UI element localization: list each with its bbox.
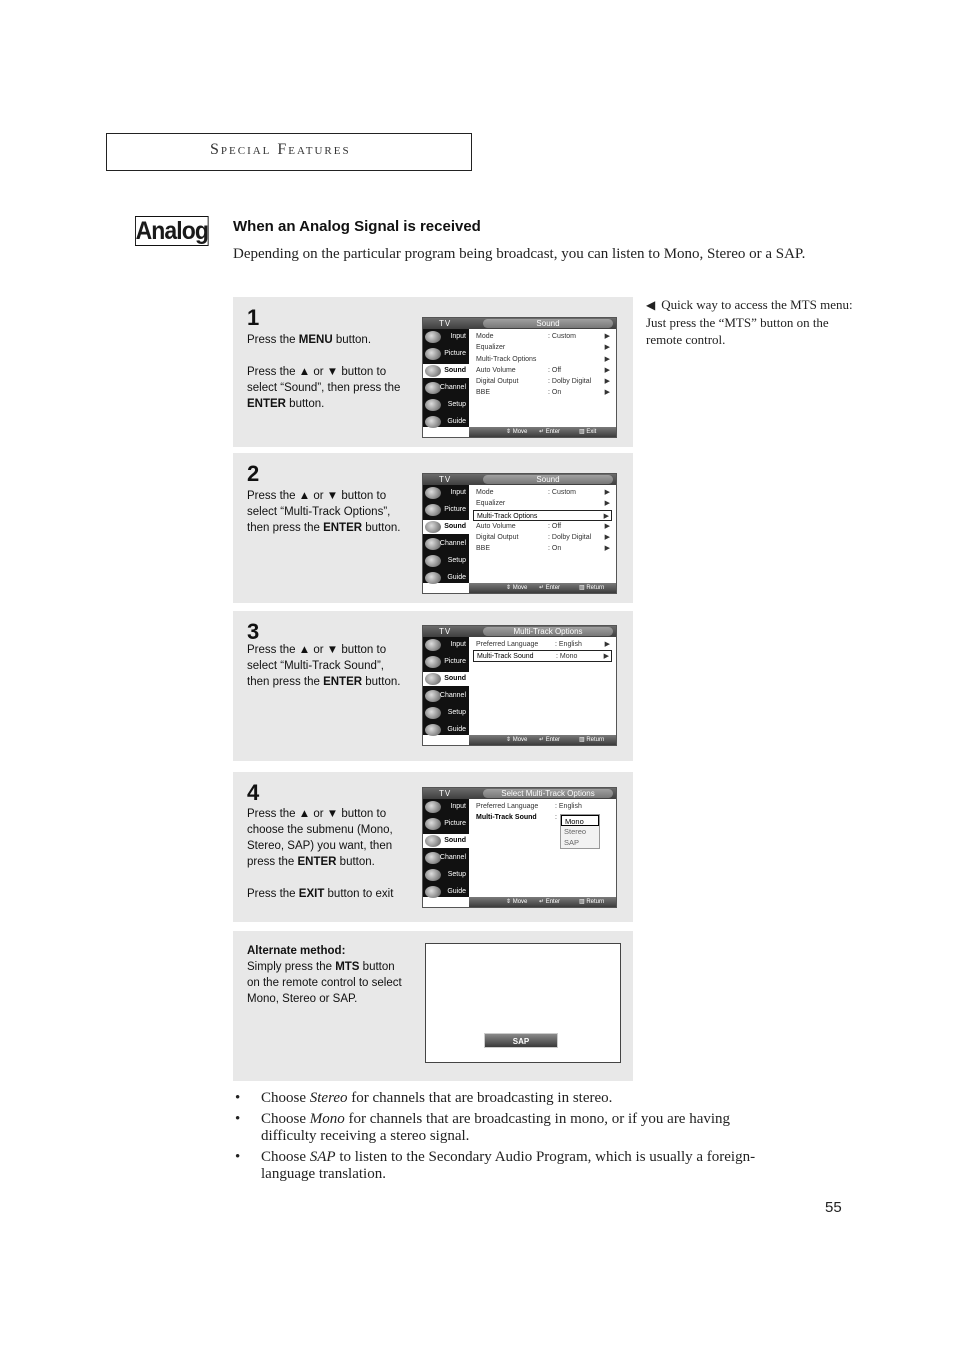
sound-icon bbox=[425, 673, 441, 685]
option-mono[interactable]: Mono bbox=[561, 815, 599, 826]
menu-title: Select Multi-Track Options bbox=[483, 789, 613, 798]
arrow-right-icon: ▶ bbox=[603, 653, 609, 661]
tv-sidebar bbox=[423, 637, 469, 735]
channel-icon bbox=[425, 690, 441, 702]
sidebar-item-channel[interactable]: Channel bbox=[423, 689, 469, 703]
list-item: • Choose SAP to listen to the Secondary Audio Program, which is usually a foreign-language translation. bbox=[235, 1149, 756, 1182]
sidebar-item-sound[interactable]: Sound bbox=[423, 520, 469, 534]
sidebar-item-channel[interactable]: Channel bbox=[423, 537, 469, 551]
menu-row[interactable]: Mode : Custom ▶ bbox=[476, 489, 610, 496]
sidebar-item-picture[interactable]: Picture bbox=[423, 347, 469, 361]
tv-sidebar bbox=[423, 329, 469, 427]
menu-row[interactable]: Auto Volume : Off ▶ bbox=[476, 366, 610, 374]
sap-indicator: SAP bbox=[484, 1033, 558, 1048]
setup-icon bbox=[425, 555, 441, 567]
move-hint: ⇕ Move bbox=[506, 737, 528, 743]
step-number: 4 bbox=[247, 780, 260, 805]
menu-row[interactable]: BBE : On ▶ bbox=[476, 545, 610, 553]
sidebar-item-input[interactable]: Input bbox=[423, 330, 469, 344]
tv-menu-screen bbox=[422, 787, 617, 908]
menu-row[interactable]: Digital Output : Dolby Digital ▶ bbox=[476, 378, 610, 386]
menu-list bbox=[473, 487, 612, 555]
guide-icon bbox=[425, 724, 441, 736]
step-number: 3 bbox=[247, 619, 260, 644]
arrow-left-icon: ◀ bbox=[646, 298, 656, 312]
arrow-right-icon: ▶ bbox=[604, 545, 610, 553]
tv-menu-screen bbox=[422, 473, 617, 594]
menu-row[interactable]: Auto Volume : Off ▶ bbox=[476, 522, 610, 530]
channel-icon bbox=[425, 382, 441, 394]
arrow-right-icon: ▶ bbox=[604, 355, 610, 363]
arrow-right-icon: ▶ bbox=[603, 512, 609, 520]
step-number: 2 bbox=[247, 461, 260, 486]
step-instructions: Press the ▲ or ▼ button to choose the submenu (Mono, Stereo, SAP) you want, then press the ENTER button. Press the EXIT button to exit bbox=[247, 808, 394, 900]
move-hint: ⇕ Move bbox=[506, 899, 528, 905]
step-instructions: Press the ▲ or ▼ button to select “Multi-Track Options”, then press the ENTER button. bbox=[247, 490, 401, 534]
return-hint: ▥ Return bbox=[579, 585, 605, 591]
setup-icon bbox=[425, 707, 441, 719]
step-number: 1 bbox=[247, 305, 260, 330]
menu-row-selected[interactable]: Multi-Track Options ▶ bbox=[473, 510, 612, 521]
alternate-title: Alternate method: bbox=[247, 945, 346, 957]
arrow-right-icon: ▶ bbox=[604, 389, 610, 397]
sidebar-item-picture[interactable]: Picture bbox=[423, 817, 469, 831]
exit-hint: ▥ Exit bbox=[579, 429, 597, 435]
bullet-list bbox=[233, 1090, 773, 1187]
sound-icon bbox=[425, 835, 441, 847]
input-icon bbox=[425, 801, 441, 813]
intro-paragraph: Depending on the particular program being broadcast, you can listen to Mono, Stereo or a SAP. bbox=[233, 246, 806, 262]
picture-icon bbox=[425, 348, 441, 360]
alternate-method-panel bbox=[233, 931, 633, 1081]
tv-sidebar bbox=[423, 799, 469, 897]
tv-menu-screen bbox=[422, 625, 617, 746]
menu-row[interactable]: Equalizer ▶ bbox=[476, 500, 610, 508]
section-title: Special Features bbox=[210, 141, 351, 158]
tv-header bbox=[423, 626, 616, 637]
guide-icon bbox=[425, 572, 441, 584]
enter-hint: ↵ Enter bbox=[539, 899, 561, 905]
tv-menu-screen bbox=[422, 317, 617, 438]
option-stereo[interactable]: Stereo bbox=[564, 827, 587, 836]
option-list bbox=[560, 814, 600, 849]
tv-label: TV bbox=[439, 319, 452, 328]
arrow-right-icon: ▶ bbox=[604, 344, 610, 352]
sidebar-item-setup[interactable]: Setup bbox=[423, 706, 469, 720]
step-1-panel bbox=[233, 297, 633, 447]
tv-label: TV bbox=[439, 475, 452, 484]
menu-row-selected[interactable]: Multi-Track Sound : Mono ▶ bbox=[473, 650, 612, 661]
sidebar-item-setup[interactable]: Setup bbox=[423, 554, 469, 568]
picture-icon bbox=[425, 656, 441, 668]
arrow-right-icon: ▶ bbox=[604, 522, 610, 530]
guide-icon bbox=[425, 416, 441, 428]
enter-hint: ↵ Enter bbox=[539, 585, 561, 591]
tv-sidebar bbox=[423, 485, 469, 583]
sidebar-item-channel[interactable]: Channel bbox=[423, 381, 469, 395]
tv-label: TV bbox=[439, 789, 452, 798]
tv-footer bbox=[469, 427, 616, 437]
return-hint: ▥ Return bbox=[579, 899, 605, 905]
side-note: ◀ Quick way to access the MTS menu: Just press the “MTS” button on the remote control. bbox=[646, 297, 853, 347]
menu-row[interactable]: BBE : On ▶ bbox=[476, 389, 610, 397]
input-icon bbox=[425, 639, 441, 651]
enter-hint: ↵ Enter bbox=[539, 429, 561, 435]
sidebar-item-guide[interactable]: Guide bbox=[423, 723, 469, 737]
menu-row[interactable]: Multi-Track Options ▶ bbox=[476, 355, 610, 363]
menu-row[interactable]: Preferred Language : English ▶ bbox=[476, 641, 610, 648]
menu-list bbox=[473, 801, 612, 847]
menu-row[interactable]: Preferred Language : English bbox=[476, 803, 582, 810]
sidebar-item-guide[interactable]: Guide bbox=[423, 571, 469, 585]
menu-title: Sound bbox=[483, 475, 613, 484]
arrow-right-icon: ▶ bbox=[604, 378, 610, 386]
tv-footer bbox=[469, 897, 616, 907]
tv-header bbox=[423, 318, 616, 329]
step-2-panel bbox=[233, 453, 633, 603]
sidebar-item-input[interactable]: Input bbox=[423, 638, 469, 652]
channel-icon bbox=[425, 852, 441, 864]
tv-footer bbox=[469, 735, 616, 745]
setup-icon bbox=[425, 869, 441, 881]
step-3-panel bbox=[233, 611, 633, 761]
arrow-right-icon: ▶ bbox=[604, 500, 610, 508]
list-item: • Choose Stereo for channels that are broadcasting in stereo. bbox=[235, 1090, 613, 1106]
menu-row[interactable]: Equalizer ▶ bbox=[476, 344, 610, 352]
tv-label: TV bbox=[439, 627, 452, 636]
tv-screen bbox=[425, 943, 621, 1063]
enter-hint: ↵ Enter bbox=[539, 737, 561, 743]
analog-tag: Analog bbox=[135, 216, 209, 245]
sidebar-item-picture[interactable]: Picture bbox=[423, 503, 469, 517]
tv-header bbox=[423, 474, 616, 485]
guide-icon bbox=[425, 886, 441, 898]
sidebar-item-input[interactable]: Input bbox=[423, 800, 469, 814]
arrow-right-icon: ▶ bbox=[604, 641, 610, 648]
input-icon bbox=[425, 331, 441, 343]
menu-list bbox=[473, 639, 612, 662]
option-sap[interactable]: SAP bbox=[564, 838, 580, 847]
sidebar-item-guide[interactable]: Guide bbox=[423, 885, 469, 899]
move-hint: ⇕ Move bbox=[506, 429, 528, 435]
menu-row[interactable]: Digital Output : Dolby Digital ▶ bbox=[476, 534, 610, 542]
move-hint: ⇕ Move bbox=[506, 585, 528, 591]
sidebar-item-input[interactable]: Input bbox=[423, 486, 469, 500]
sidebar-item-sound[interactable]: Sound bbox=[423, 364, 469, 378]
return-hint: ▥ Return bbox=[579, 737, 605, 743]
sidebar-item-picture[interactable]: Picture bbox=[423, 655, 469, 669]
step-4-panel bbox=[233, 772, 633, 922]
picture-icon bbox=[425, 818, 441, 830]
sidebar-item-sound[interactable]: Sound bbox=[423, 834, 469, 848]
tv-header bbox=[423, 788, 616, 799]
menu-list bbox=[473, 331, 612, 399]
setup-icon bbox=[425, 399, 441, 411]
list-item: • Choose Mono for channels that are broadcasting in mono, or if you are having difficulty receiving a stereo signal. bbox=[235, 1111, 731, 1144]
arrow-right-icon: ▶ bbox=[604, 333, 610, 340]
arrow-right-icon: ▶ bbox=[604, 489, 610, 496]
page-number: 55 bbox=[825, 1199, 842, 1216]
arrow-right-icon: ▶ bbox=[604, 366, 610, 374]
picture-icon bbox=[425, 504, 441, 516]
channel-icon bbox=[425, 538, 441, 550]
menu-row-selected[interactable]: Multi-Track Sound : bbox=[476, 814, 557, 822]
sidebar-item-guide[interactable]: Guide bbox=[423, 415, 469, 429]
sidebar-item-setup[interactable]: Setup bbox=[423, 398, 469, 412]
step-instructions: Press the MENU button. Press the ▲ or ▼ button to select “Sound”, then press the ENTER button. bbox=[247, 334, 401, 410]
input-icon bbox=[425, 487, 441, 499]
sidebar-item-sound[interactable]: Sound bbox=[423, 672, 469, 686]
page-heading: When an Analog Signal is received bbox=[233, 218, 481, 235]
menu-title: Sound bbox=[483, 319, 613, 328]
arrow-right-icon: ▶ bbox=[604, 534, 610, 542]
tv-footer bbox=[469, 583, 616, 593]
menu-title: Multi-Track Options bbox=[483, 627, 613, 636]
alternate-instructions: Alternate method: Simply press the MTS button on the remote control to select Mono, Stereo or SAP. bbox=[247, 945, 402, 1005]
menu-row[interactable]: Mode : Custom ▶ bbox=[476, 333, 610, 340]
sound-icon bbox=[425, 521, 441, 533]
sidebar-item-setup[interactable]: Setup bbox=[423, 868, 469, 882]
sound-icon bbox=[425, 365, 441, 377]
step-instructions: Press the ▲ or ▼ button to select “Multi-Track Sound”, then press the ENTER button. bbox=[247, 644, 401, 688]
sidebar-item-channel[interactable]: Channel bbox=[423, 851, 469, 865]
